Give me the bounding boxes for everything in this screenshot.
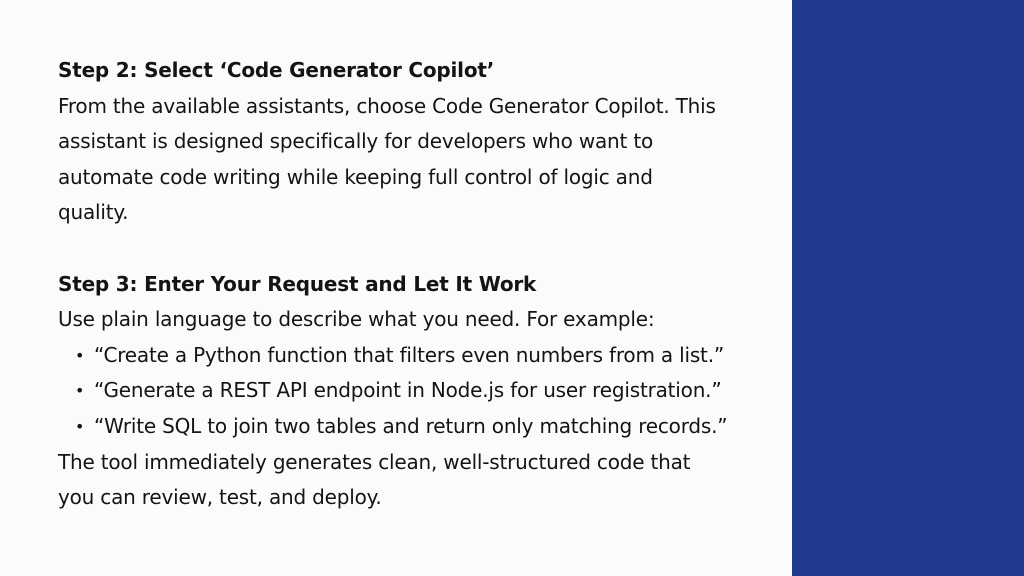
step2-body-line: From the available assistants, choose Code Generator Copilot. This: [58, 93, 716, 118]
accent-side-panel: [792, 0, 1024, 576]
step3-closing-line: The tool immediately generates clean, well-structured code that: [58, 449, 691, 474]
step3-closing-line: you can review, test, and deploy.: [58, 485, 382, 510]
step2-body-line: quality.: [58, 200, 129, 225]
step3-heading: Step 3: Enter Your Request and Let It Work: [58, 271, 537, 296]
example-item: • “Create a Python function that filters even numbers from a list.”: [75, 338, 778, 374]
section-spacer: [58, 231, 778, 267]
step2-body-line: assistant is designed specifically for developers who want to: [58, 129, 653, 154]
example-item: • “Generate a REST API endpoint in Node.js for user registration.”: [75, 373, 778, 409]
step3-intro: Use plain language to describe what you need. For example:: [58, 307, 655, 332]
step2-heading: Step 2: Select ‘Code Generator Copilot’: [58, 58, 495, 82]
step2-body-line: automate code writing while keeping full control of logic and: [58, 164, 653, 189]
slide-content: [58, 53, 778, 516]
example-item: • “Write SQL to join two tables and return only matching records.”: [75, 409, 778, 445]
example-list: [58, 338, 778, 445]
